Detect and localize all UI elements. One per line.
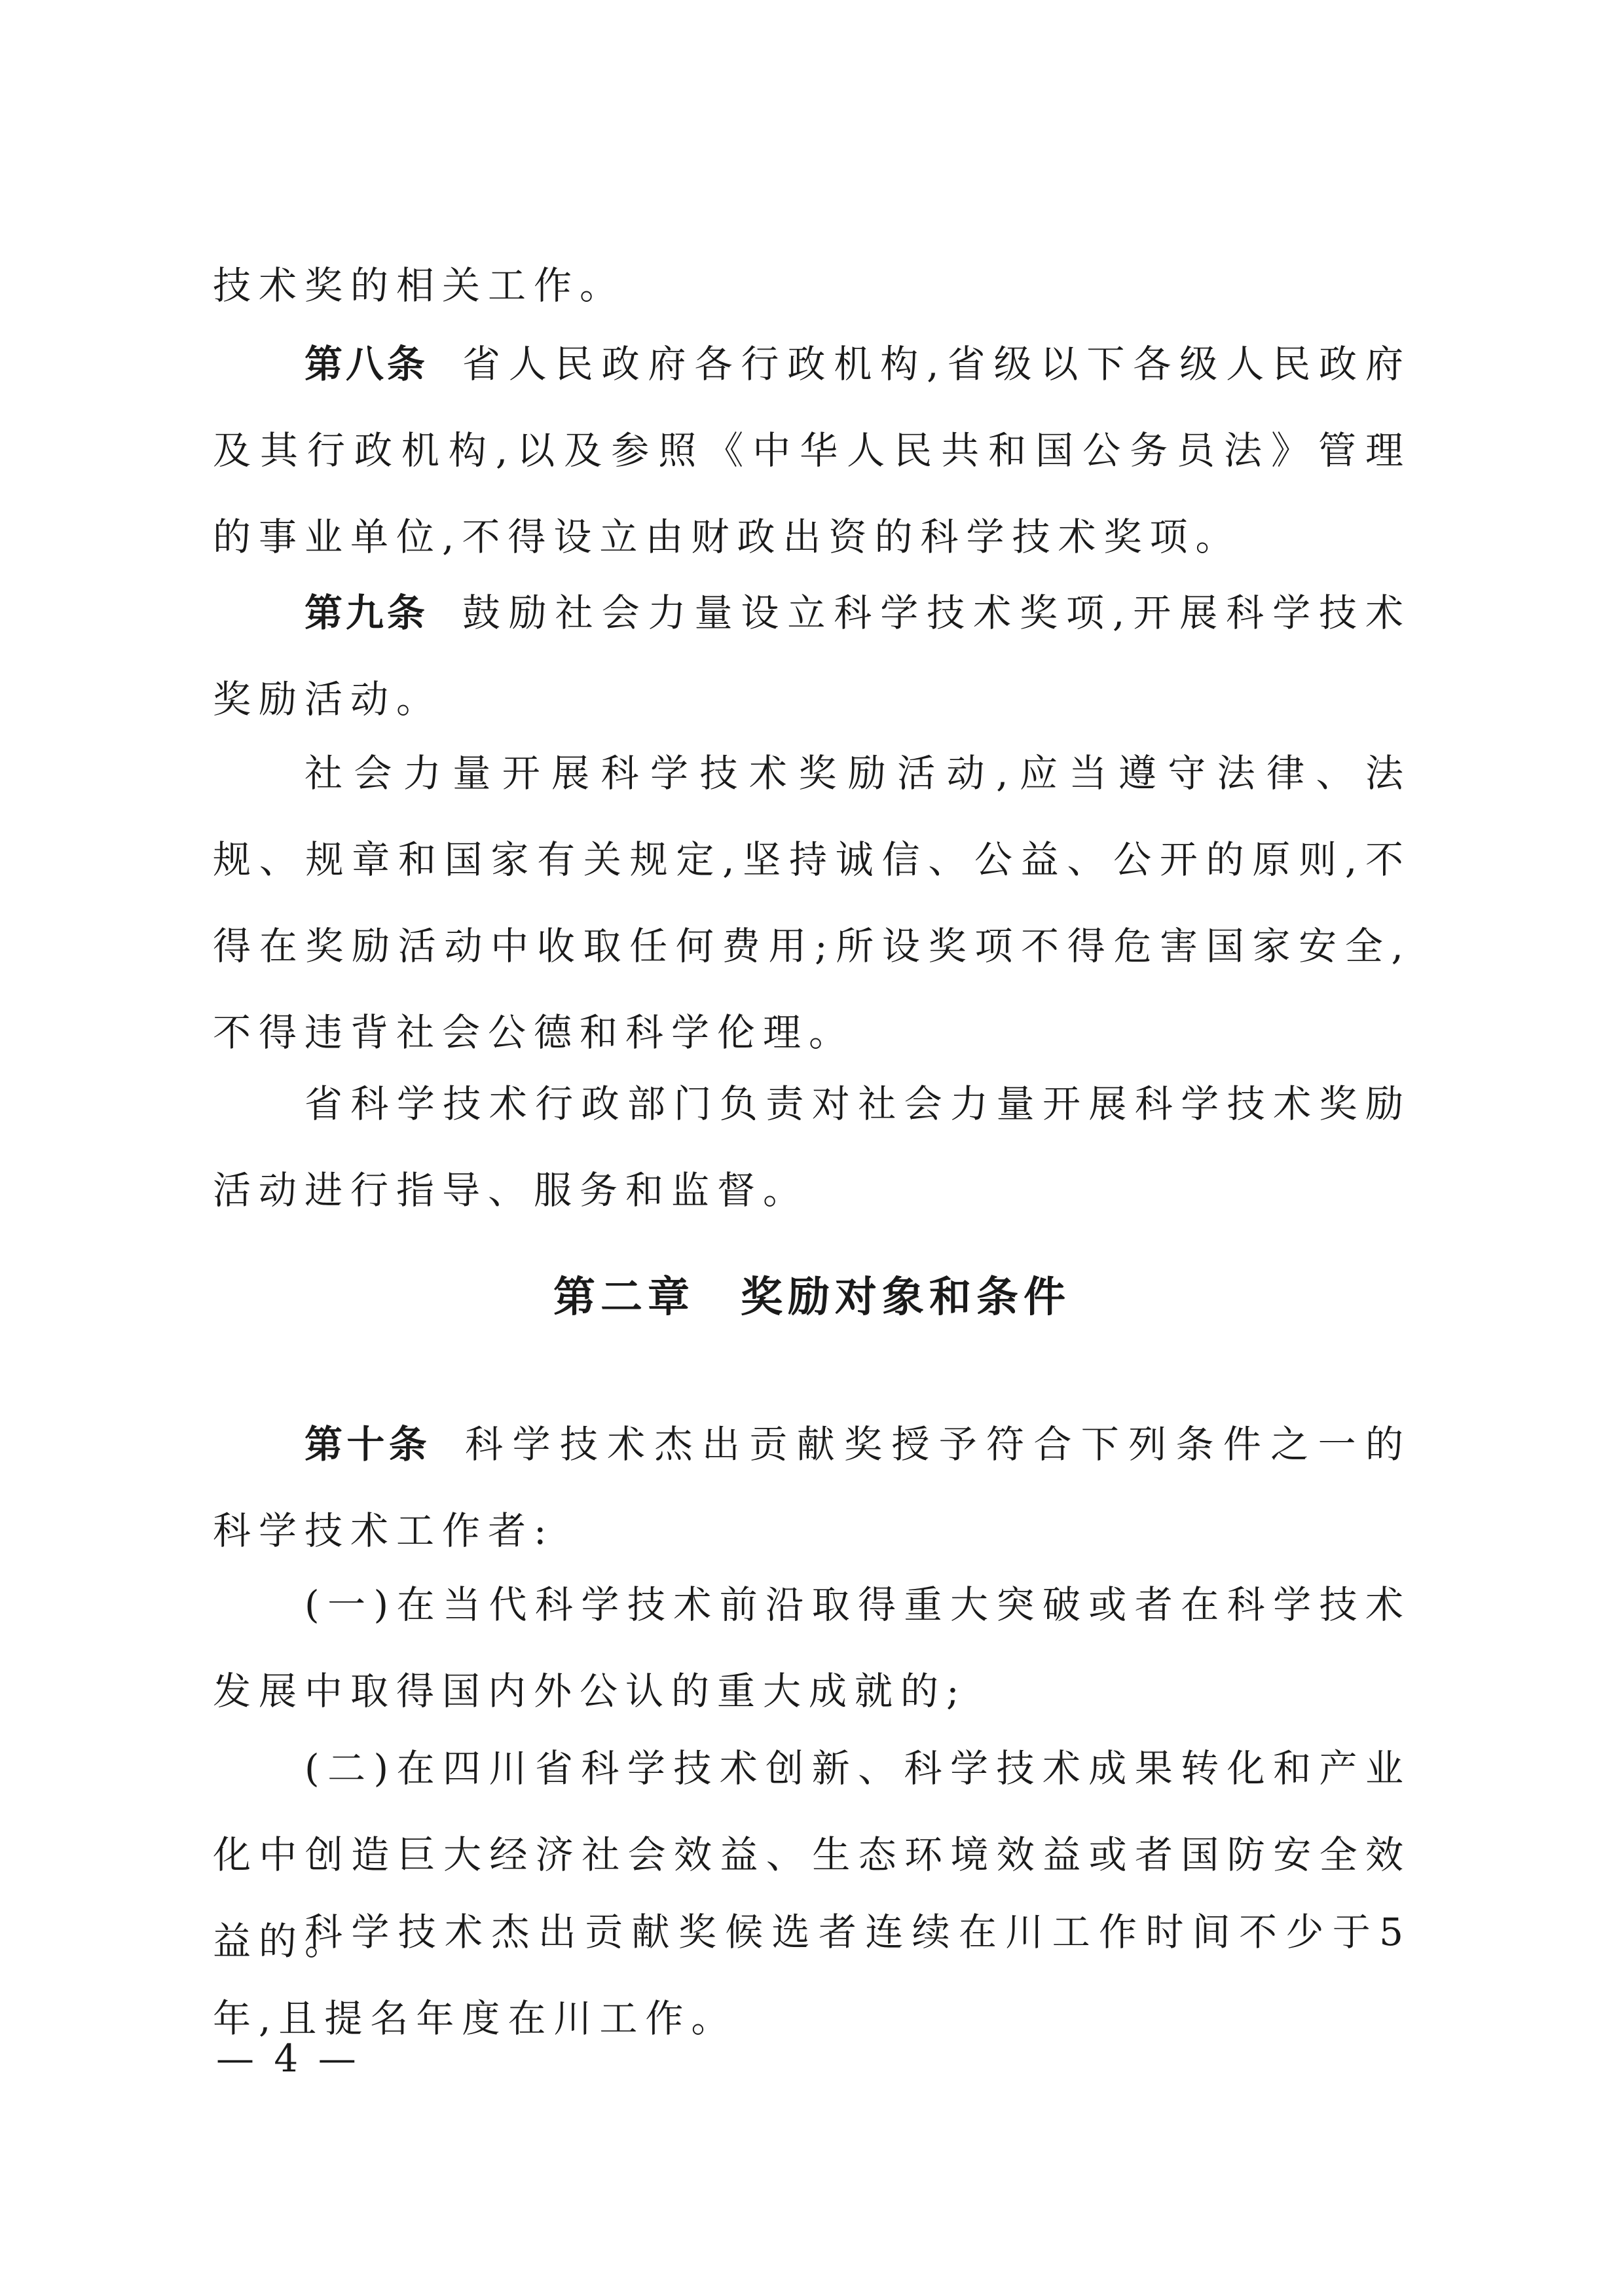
paragraph-continuation [213,242,1411,329]
article-label: 第十条 [304,1422,432,1467]
article-text: 省人民政府各行政机构,省级以下各级人民政府及其行政机构,以及参照《中华人民共和国公务员法》管理的事业单位,不得设立由财政出资的科学技术奖项。 [213,342,1411,559]
article-label: 第九条 [304,591,428,635]
article-8 [213,321,1411,580]
chapter-number: 第二章 [553,1273,695,1322]
paragraph-text: 科学技术杰出贡献奖候选者连续在川工作时间不少于5年,且提名年度在川工作。 [213,1910,1411,2041]
article-9-paragraph-2 [213,730,1411,1076]
list-item-text: (一)在当代科学技术前沿取得重大突破或者在科学技术发展中取得国内外公认的重大成就的; [213,1582,1411,1713]
chapter-title: 奖励对象和条件 [741,1273,1071,1322]
article-label: 第八条 [304,342,428,386]
chapter-heading [0,1264,1624,1324]
article-text: 科学技术杰出贡献奖授予符合下列条件之一的科学技术工作者: [213,1422,1411,1553]
article-text: 鼓励社会力量设立科学技术奖项,开展科学技术奖励活动。 [213,591,1411,721]
article-10 [213,1401,1411,1574]
paragraph-text: 省科学技术行政部门负责对社会力量开展科学技术奖励活动进行指导、服务和监督。 [213,1082,1411,1212]
article-10-item-1 [213,1561,1411,1734]
paragraph-text: 技术奖的相关工作。 [213,263,626,308]
article-10-paragraph-2 [213,1889,1411,2062]
page-number: — 4 — [216,2036,360,2081]
article-9-paragraph-3 [213,1061,1411,1233]
paragraph-text: 社会力量开展科学技术奖励活动,应当遵守法律、法规、规章和国家有关规定,坚持诚信、公益、公开的原则,不得在奖励活动中收取任何费用;所设奖项不得危害国家安全,不得违背社会公德和科学伦理。 [213,751,1411,1055]
list-item-text: (二)在四川省科学技术创新、科学技术成果转化和产业化中创造巨大经济社会效益、生态环境效益或者国防安全效益的。 [213,1746,1411,1963]
article-9 [213,570,1411,742]
